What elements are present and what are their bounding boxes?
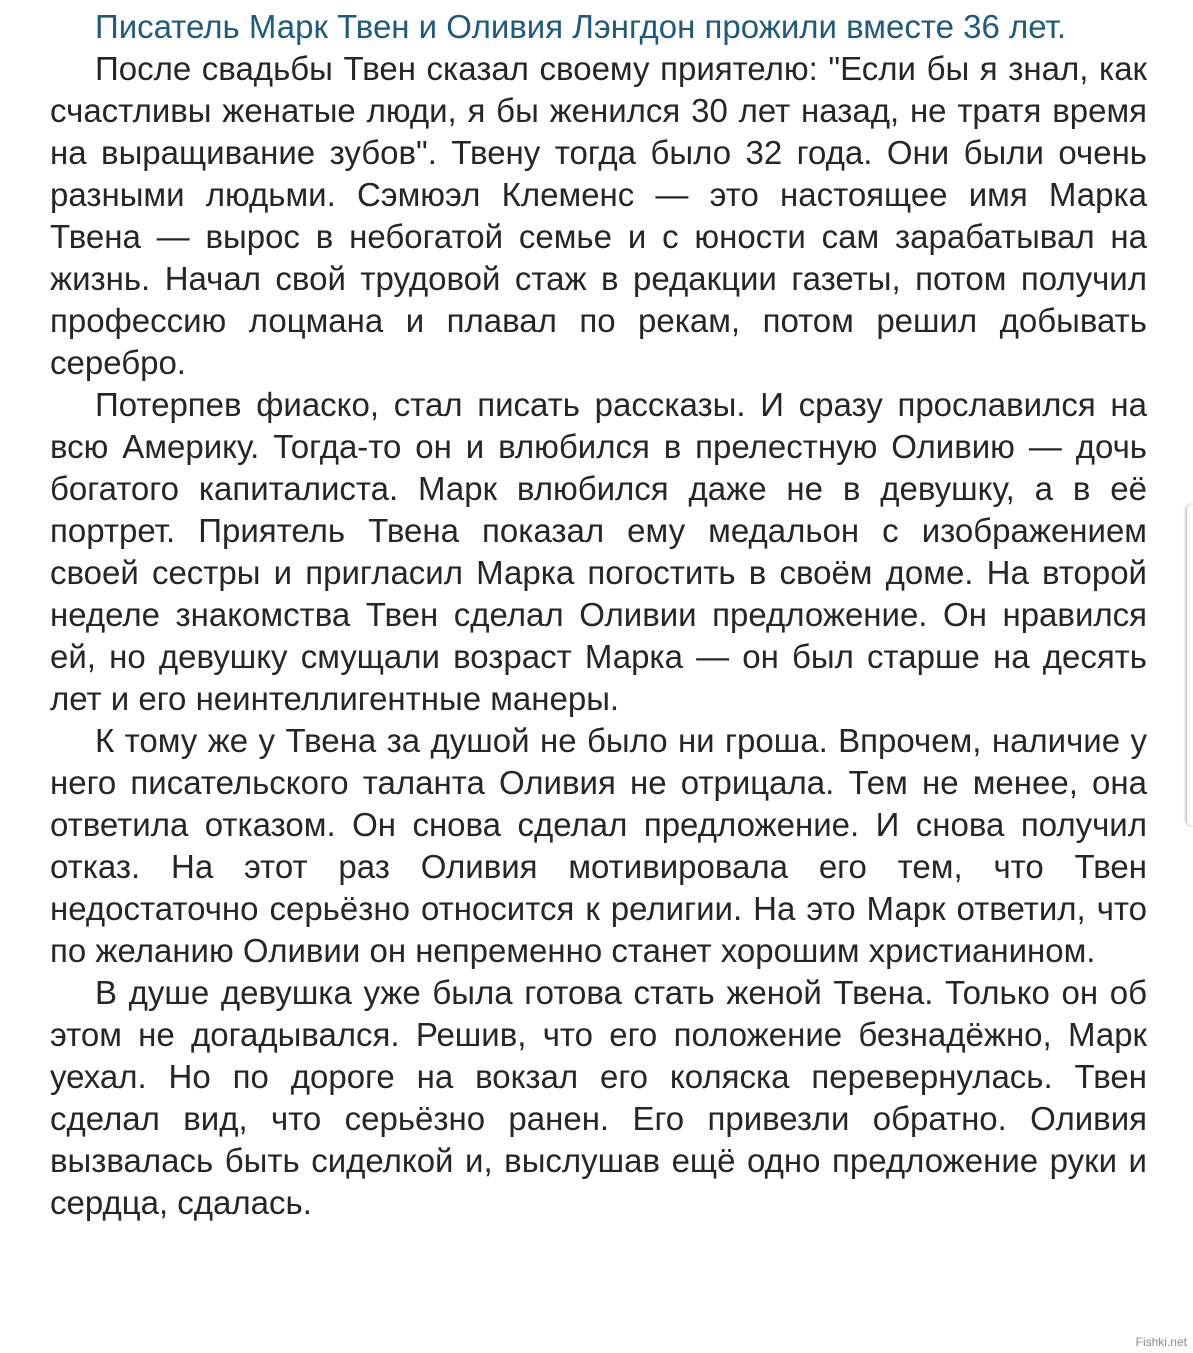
scrollbar-handle[interactable] (1187, 505, 1193, 825)
watermark: Fishki.net (1135, 1335, 1187, 1349)
article-paragraph-1: После свадьбы Твен сказал своему приятелю: "Если бы я знал, как счастливы женатые люди, я бы женился 30 лет назад, не тратя время на выращивание зубов". Твену тогда было 32 года. Они были очень разными людьми. Сэмюэл Клеменс — это настоящее имя Марка Твена — вырос в небогатой семье и с юности сам зарабатывал на жизнь. Начал свой трудовой стаж в редакции газеты, потом получил профессию лоцмана и плавал по рекам, потом решил добывать серебро. (50, 50, 1147, 381)
article-paragraph-4: В душе девушка уже была готова стать женой Твена. Только он об этом не догадывался. Решив, что его положение безнадёжно, Марк уехал. Но по дороге на вокзал его коляска перевернулась. Твен сделал вид, что серьёзно ранен. Его привезли обратно. Оливия вызвалась быть сиделкой и, выслушав ещё одно предложение руки и сердца, сдалась. (50, 974, 1147, 1221)
reader-content (50, 6, 1147, 1224)
article-paragraph-2: Потерпев фиаско, стал писать рассказы. И сразу прославился на всю Америку. Тогда-то он и влюбился в прелестную Оливию — дочь богатого капиталиста. Марк влюбился даже не в девушку, а в её портрет. Приятель Твена показал ему медальон с изображением своей сестры и пригласил Марка погостить в своём доме. На второй неделе знакомства Твен сделал Оливии предложение. Он нравился ей, но девушку смущали возраст Марка — он был старше на десять лет и его неинтеллигентные манеры. (50, 386, 1147, 717)
article-paragraph-3: К тому же у Твена за душой не было ни гроша. Впрочем, наличие у него писательского таланта Оливия не отрицала. Тем не менее, она ответила отказом. Он снова сделал предложение. И снова получил отказ. На этот раз Оливия мотивировала его тем, что Твен недостаточно серьёзно относится к религии. На это Марк ответил, что по желанию Оливии он непременно станет хорошим христианином. (50, 722, 1147, 969)
article-title: Писатель Марк Твен и Оливия Лэнгдон прожили вместе 36 лет. (95, 8, 1067, 45)
